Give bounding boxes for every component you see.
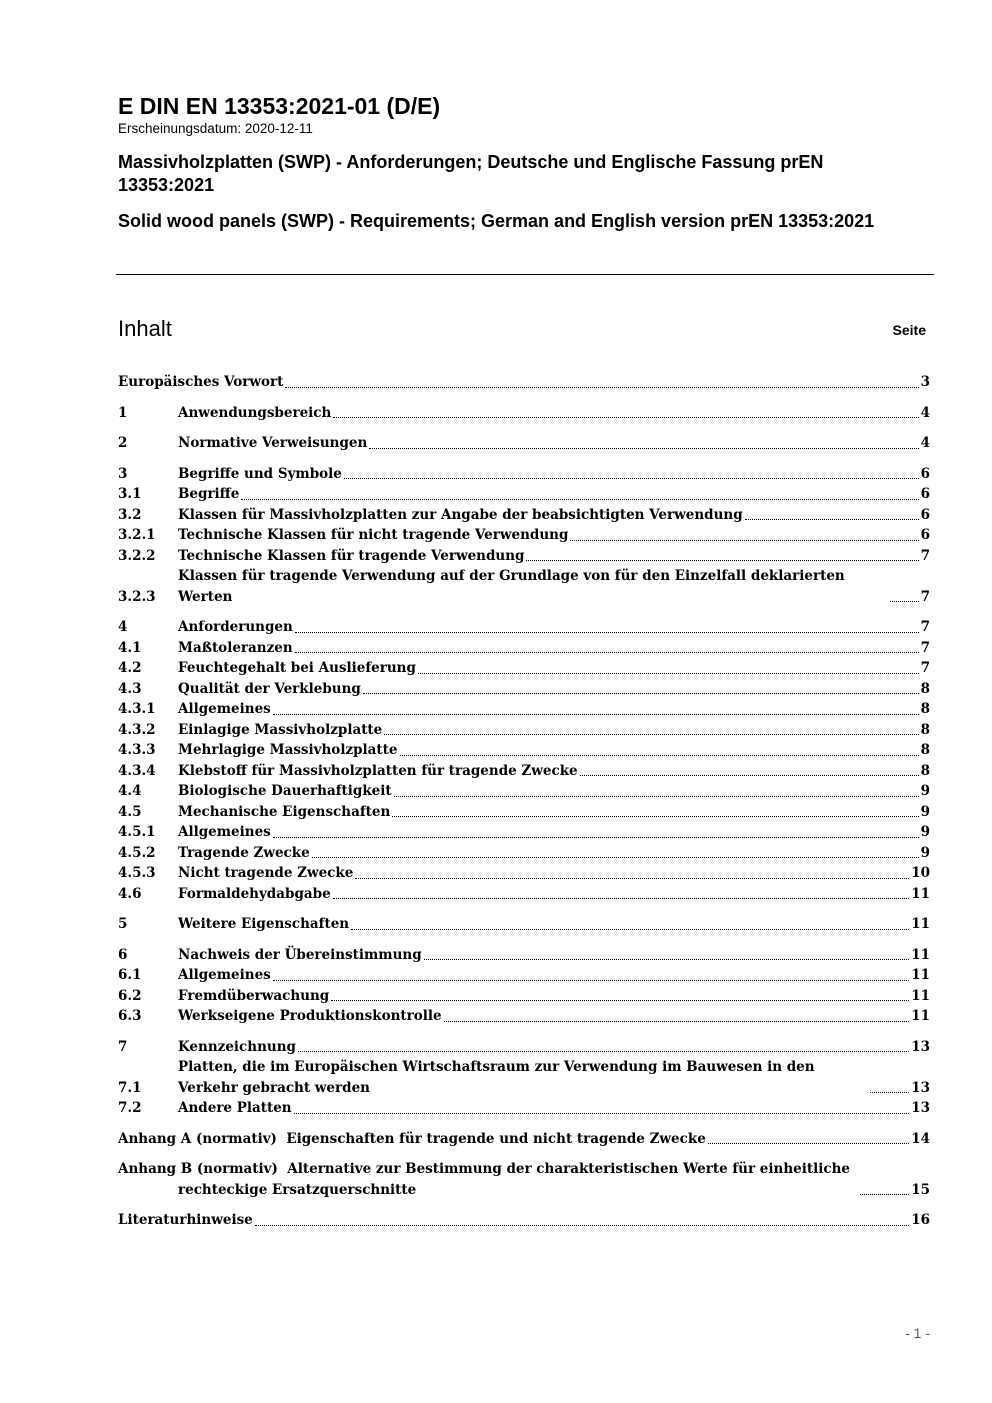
toc-entry[interactable] — [118, 699, 930, 720]
toc-entry[interactable] — [118, 761, 930, 782]
toc-entry-number: 7.2 — [118, 1100, 142, 1116]
toc-entry-title: Europäisches Vorwort — [118, 374, 284, 390]
toc-entry[interactable] — [118, 566, 930, 607]
toc-leader — [295, 617, 919, 638]
toc-entry[interactable] — [118, 945, 930, 966]
publication-date: Erscheinungsdatum: 2020-12-11 — [118, 121, 313, 136]
toc-entry-number: 2 — [118, 435, 128, 451]
toc-leader — [400, 740, 919, 761]
toc-entry[interactable] — [118, 914, 930, 935]
toc-leader — [298, 1037, 909, 1058]
toc-entry-page: 7 — [920, 588, 930, 605]
toc-entry[interactable] — [118, 884, 930, 905]
toc-entry-number: 4.3.3 — [118, 742, 156, 758]
toc-entry-title: Anhang A (normativ) Eigenschaften für tragende und nicht tragende Zwecke — [118, 1130, 706, 1147]
toc-leader — [384, 720, 918, 741]
toc-entry[interactable] — [118, 679, 930, 700]
toc-entry-number: 3 — [118, 465, 128, 482]
toc-entry-title: Werkseigene Produktionskontrolle — [178, 1008, 442, 1024]
toc-page-label: Seite — [892, 322, 926, 338]
toc-entry-number: 3.2.3 — [118, 588, 156, 605]
toc-entry-number: 7 — [118, 1038, 128, 1055]
toc-entry-page: 7 — [920, 547, 930, 564]
toc-leader — [424, 945, 910, 966]
toc-entry[interactable] — [118, 740, 930, 761]
toc-entry-page: 11 — [911, 1008, 930, 1024]
toc-entry[interactable] — [118, 822, 930, 843]
toc-entry-title: Platten, die im Europäischen Wirtschaftsraum zur Verwendung im Bauwesen in den Verkehr gebracht werden — [178, 1059, 815, 1096]
toc-entry[interactable] — [118, 986, 930, 1007]
toc-entry-title: Tragende Zwecke — [178, 844, 310, 861]
toc-entry-number: 6.2 — [118, 987, 142, 1004]
toc-entry[interactable] — [118, 484, 930, 505]
toc-entry[interactable] — [118, 965, 930, 986]
document-id: E DIN EN 13353:2021-01 (D/E) — [118, 93, 441, 119]
toc-entry-title: Klassen für Massivholzplatten zur Angabe der beabsichtigten Verwendung — [178, 506, 743, 523]
toc-entry-title: Weitere Eigenschaften — [178, 916, 350, 932]
toc-leader — [285, 372, 918, 393]
toc-entry-title: Nicht tragende Zwecke — [178, 865, 354, 881]
toc-entry[interactable] — [118, 638, 930, 659]
toc-entry[interactable] — [118, 863, 930, 884]
toc-entry[interactable] — [118, 403, 930, 424]
toc-entry-number: 4.5.1 — [118, 824, 156, 840]
toc-leader — [333, 884, 910, 905]
toc-entry-number: 4.5.2 — [118, 844, 156, 861]
toc-entry-page: 13 — [911, 1038, 930, 1055]
toc-leader — [241, 484, 918, 505]
toc-leader — [273, 965, 909, 986]
toc-entry-page: 4 — [920, 435, 930, 451]
toc-leader — [392, 802, 918, 823]
toc-leader — [295, 638, 919, 659]
toc-leader — [418, 658, 919, 679]
toc-entry-page: 6 — [920, 527, 930, 543]
toc-entry-title: Maßtoleranzen — [178, 639, 293, 656]
toc-entry-page: 8 — [920, 680, 930, 697]
toc-entry-page: 9 — [920, 783, 930, 799]
toc-entry-title: Biologische Dauerhaftigkeit — [178, 783, 392, 799]
toc-entry-number: 5 — [118, 916, 128, 932]
toc-entry[interactable] — [118, 1159, 930, 1200]
toc-entry-page: 9 — [920, 844, 930, 861]
toc-entry-page: 8 — [920, 762, 930, 779]
toc-entry[interactable] — [118, 617, 930, 638]
toc-entry-title: Mehrlagige Massivholzplatte — [178, 742, 398, 758]
toc-leader — [369, 433, 918, 454]
toc-entry-page: 11 — [911, 987, 930, 1004]
toc-entry[interactable] — [118, 464, 930, 485]
toc-entry-number: 6 — [118, 946, 128, 963]
toc-entry-page: 7 — [920, 660, 930, 676]
toc-leader — [890, 587, 919, 608]
toc-entry-title: Mechanische Eigenschaften — [178, 803, 391, 820]
toc-entry[interactable] — [118, 525, 930, 546]
toc-entry-title: Andere Platten — [178, 1100, 292, 1116]
toc-entry-number: 4.2 — [118, 660, 142, 676]
toc-entry-title: Formaldehydabgabe — [178, 885, 331, 902]
toc-entry[interactable] — [118, 546, 930, 567]
toc-entry-page: 14 — [911, 1130, 930, 1147]
toc-entry-page: 15 — [911, 1181, 930, 1198]
toc-entry-number: 3.2 — [118, 506, 142, 523]
toc-entry[interactable] — [118, 1037, 930, 1058]
toc-entry[interactable] — [118, 658, 930, 679]
toc-entry-number: 4.5 — [118, 803, 142, 820]
toc-leader — [708, 1129, 909, 1150]
toc-entry-number: 1 — [118, 404, 128, 421]
toc-leader — [570, 525, 918, 546]
toc-entry-title: Technische Klassen für tragende Verwendung — [178, 547, 525, 564]
toc-entry-page: 11 — [911, 885, 930, 902]
toc-entry[interactable] — [118, 843, 930, 864]
toc-entry-number: 4.5.3 — [118, 865, 156, 881]
toc-entry[interactable] — [118, 1210, 930, 1231]
toc-entry-title: Anwendungsbereich — [178, 404, 332, 421]
toc-entry-page: 8 — [920, 721, 930, 738]
toc-entry[interactable] — [118, 1129, 930, 1150]
toc-entry-page: 11 — [911, 967, 930, 983]
title-german: Massivholzplatten (SWP) - Anforderungen; Deutsche und Englische Fassung prEN 13353:2021 — [118, 152, 824, 195]
toc-entry-page: 8 — [920, 701, 930, 717]
toc-entry-title: Allgemeines — [178, 967, 271, 983]
toc-entry-number: 4.3.2 — [118, 721, 156, 738]
toc-entry-title: Klassen für tragende Verwendung auf der Grundlage von für den Einzelfall deklarierten Werten — [178, 568, 845, 605]
toc-entry-title: Normative Verweisungen — [178, 435, 368, 451]
toc-entry-page: 11 — [911, 916, 930, 932]
toc-leader — [331, 986, 909, 1007]
toc-entry-page: 13 — [911, 1100, 930, 1116]
toc-entry-page: 3 — [920, 374, 930, 390]
toc-leader — [745, 505, 919, 526]
toc-entry-page: 10 — [911, 865, 930, 881]
toc-entry-number: 4.3.4 — [118, 762, 156, 779]
toc-entry-number: 3.1 — [118, 486, 142, 502]
toc-entry-page: 6 — [920, 506, 930, 523]
toc-entry-number: 3.2.1 — [118, 527, 156, 543]
toc-entry-number: 4.3 — [118, 680, 142, 697]
toc-entry-page: 9 — [920, 824, 930, 840]
toc-entry-number: 6.1 — [118, 967, 142, 983]
toc-entry-page: 4 — [920, 404, 930, 421]
toc-entry-title: Anhang B (normativ) Alternative zur Bestimmung der charakteristischen Werte für einheitliche rechteckige Ersatzquerschnitte — [118, 1161, 855, 1198]
toc-entry[interactable] — [118, 1057, 930, 1098]
toc-heading: Inhalt — [118, 316, 172, 341]
toc-entry-page: 13 — [911, 1079, 930, 1096]
toc-entry-number: 3.2.2 — [118, 547, 156, 564]
page-number: - 1 - — [905, 1325, 930, 1341]
toc-entry-page: 8 — [920, 742, 930, 758]
toc-leader — [273, 699, 919, 720]
toc-leader — [255, 1210, 909, 1231]
toc-entry-title: Allgemeines — [178, 701, 271, 717]
toc-entry-title: Kennzeichnung — [178, 1038, 296, 1055]
document-header — [118, 92, 934, 233]
toc-leader — [526, 546, 918, 567]
toc-entry-title: Technische Klassen für nicht tragende Verwendung — [178, 527, 569, 543]
toc-entry[interactable] — [118, 720, 930, 741]
toc-entry[interactable] — [118, 1098, 930, 1119]
toc-entry[interactable] — [118, 372, 930, 393]
toc-entry-number: 4.1 — [118, 639, 142, 656]
toc-entry-number: 4.3.1 — [118, 701, 156, 717]
toc-entry-title: Nachweis der Übereinstimmung — [178, 946, 422, 963]
toc-entry-title: Allgemeines — [178, 824, 271, 840]
toc-entry[interactable] — [118, 802, 930, 823]
toc-leader — [273, 822, 919, 843]
toc-leader — [294, 1098, 910, 1119]
toc-entry-number: 4.4 — [118, 783, 142, 799]
toc-entry[interactable] — [118, 433, 930, 454]
toc-entry-page: 6 — [920, 486, 930, 502]
title-english: Solid wood panels (SWP) - Requirements; German and English version prEN 13353:2021 — [118, 211, 875, 231]
toc-entry-number: 7.1 — [118, 1079, 142, 1096]
toc-leader — [351, 914, 909, 935]
table-of-contents — [118, 372, 930, 1231]
toc-leader — [860, 1180, 909, 1201]
toc-leader — [363, 679, 919, 700]
toc-entry-page: 7 — [920, 619, 930, 635]
toc-entry[interactable] — [118, 781, 930, 802]
toc-leader — [394, 781, 919, 802]
toc-heading-row — [118, 314, 926, 344]
toc-leader — [580, 761, 919, 782]
toc-entry-page: 16 — [911, 1212, 930, 1228]
toc-entry-title: Klebstoff für Massivholzplatten für tragende Zwecke — [178, 762, 578, 779]
toc-entry-title: Fremdüberwachung — [178, 987, 330, 1004]
toc-leader — [870, 1078, 909, 1099]
toc-entry-title: Feuchtegehalt bei Auslieferung — [178, 660, 416, 676]
toc-entry-title: Begriffe und Symbole — [178, 465, 342, 482]
toc-entry[interactable] — [118, 1006, 930, 1027]
toc-entry-page: 9 — [920, 803, 930, 820]
toc-leader — [312, 843, 919, 864]
toc-leader — [355, 863, 909, 884]
toc-entry-number: 6.3 — [118, 1008, 142, 1024]
toc-entry-title: Begriffe — [178, 486, 240, 502]
toc-entry-title: Einlagige Massivholzplatte — [178, 721, 383, 738]
toc-leader — [444, 1006, 910, 1027]
toc-entry[interactable] — [118, 505, 930, 526]
toc-entry-number: 4.6 — [118, 885, 142, 902]
toc-entry-title: Literaturhinweise — [118, 1212, 253, 1228]
header-divider — [116, 274, 934, 275]
toc-entry-page: 6 — [920, 465, 930, 482]
toc-leader — [333, 403, 918, 424]
toc-entry-title: Anforderungen — [178, 619, 293, 635]
toc-entry-page: 7 — [920, 639, 930, 656]
toc-entry-title: Qualität der Verklebung — [178, 680, 361, 697]
toc-entry-page: 11 — [911, 946, 930, 963]
toc-leader — [344, 464, 919, 485]
toc-entry-number: 4 — [118, 619, 128, 635]
